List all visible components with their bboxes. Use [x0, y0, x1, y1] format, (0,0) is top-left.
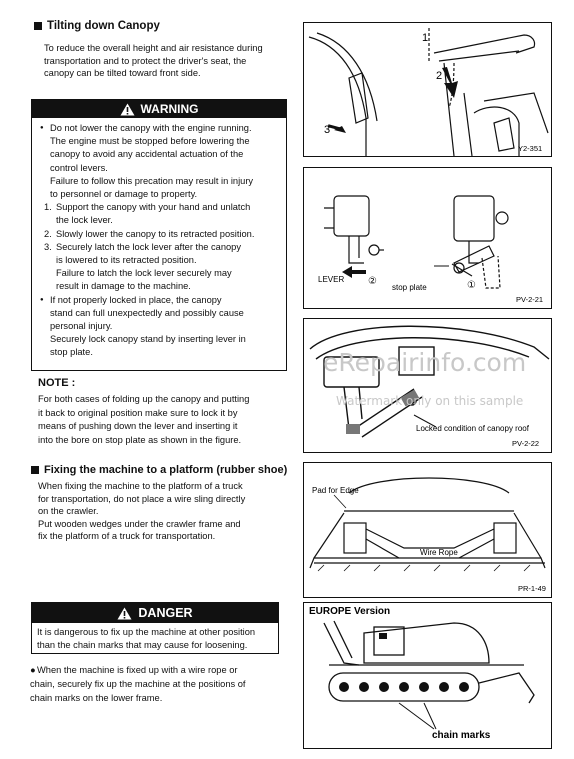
fixing-line: on the crawler. [38, 506, 99, 516]
figure-locked-canopy [303, 318, 552, 453]
fixing-line: fix the platform of a truck for transportation. [38, 531, 216, 541]
chain-line-first [30, 663, 280, 677]
warning-line [40, 122, 278, 135]
danger-banner [32, 603, 278, 623]
warning-line-text: Securely lock canopy stand by inserting lever in [50, 334, 246, 345]
stop-plate-label: stop plate [392, 283, 427, 292]
warning-line-text: control levers. [50, 162, 108, 173]
chain-marks-drawing [304, 603, 551, 748]
circle-2-label: ② [368, 276, 377, 287]
warning-line-text: canopy to avoid any accidental actuation of the [50, 149, 244, 160]
note-line: For both cases of folding up the canopy and putting [38, 394, 250, 404]
warning-line [40, 280, 278, 293]
figure-code: PR-1-49 [518, 584, 546, 593]
pad-label: Pad for Edge [312, 486, 359, 495]
lever-stop-plate-drawing [304, 168, 551, 308]
warning-line-text: to personnel or damage to property. [50, 189, 198, 200]
chain-line: chain marks on the lower frame. [30, 693, 163, 703]
step-number: 3. [44, 241, 52, 252]
figure-code: PV-2-22 [512, 439, 540, 448]
intro-line: To reduce the overall height and air resistance during [44, 43, 263, 53]
square-bullet-icon [34, 22, 42, 30]
warning-line-text: stand can full unexpectedly and possibly cause [50, 307, 244, 318]
locked-canopy-drawing [304, 319, 551, 452]
platform-drawing [304, 463, 551, 597]
warning-title: WARNING [140, 102, 199, 116]
intro-line: canopy can be tilted toward front side. [44, 68, 201, 79]
warning-line-text: stop plate. [50, 347, 93, 358]
warning-line-text: If not properly locked in place, the canopy [50, 294, 222, 305]
warning-line [40, 254, 278, 267]
bullet-icon: ● [30, 665, 36, 675]
bullet-icon: ● [40, 125, 44, 131]
chain-line: When the machine is fixed up with a wire rope or [37, 665, 238, 675]
danger-line: It is dangerous to fix up the machine at other position [37, 627, 256, 637]
fixing-line: When fixing the machine to the platform of a truck [38, 481, 243, 491]
circle-1-label: ① [467, 280, 476, 291]
note-line: means of pushing down the lever and inserting it [38, 421, 238, 431]
danger-body [32, 623, 278, 655]
warning-line-text: Failure to follow this precation may result in injury [50, 175, 254, 186]
square-bullet-icon [31, 466, 39, 474]
warning-line [40, 320, 278, 333]
section-heading-text: Fixing the machine to a platform (rubber shoe) [44, 464, 288, 476]
note-title: NOTE : [38, 377, 76, 389]
lever-label: LEVER [318, 275, 345, 284]
bullet-icon: ● [40, 296, 44, 303]
chain-marks-label: chain marks [432, 730, 491, 741]
figure-canopy-tilt [303, 22, 552, 157]
note-line: it back to original position make sure to lock it by [38, 407, 238, 418]
warning-line-text: personal injury. [50, 321, 113, 332]
warning-line [40, 241, 278, 254]
warning-line [40, 148, 278, 161]
section-heading-tilting [34, 20, 160, 32]
fixing-line: for transportation, do not place a wire sling directly [38, 493, 246, 504]
locked-caption: Locked condition of canopy roof [416, 424, 529, 433]
chain-paragraph [30, 663, 280, 705]
warning-line-text: The engine must be stopped before lowering the [50, 136, 250, 147]
danger-line: than the chain marks that may cause for loosening. [37, 640, 248, 650]
warning-line [40, 214, 278, 227]
warning-line [40, 333, 278, 346]
note-paragraph [38, 393, 280, 447]
warning-line [40, 346, 278, 359]
warning-line-text: result in damage to the machine. [56, 281, 191, 292]
fixing-paragraph [38, 480, 285, 543]
danger-title: DANGER [138, 606, 193, 620]
wire-rope-label: Wire Rope [420, 548, 458, 557]
figure-lever-stop-plate [303, 167, 552, 309]
fixing-line: Put wooden wedges under the crawler frame and [38, 518, 241, 529]
warning-line [40, 188, 278, 201]
warning-line [40, 228, 278, 241]
warning-line [40, 201, 278, 214]
figure-code: Y2-351 [518, 144, 543, 153]
warning-line [40, 307, 278, 320]
warning-body [32, 118, 286, 364]
warning-line-text: Slowly lower the canopy to its retracted position. [56, 228, 255, 239]
step-1-label: 1 [422, 32, 429, 44]
warning-box [31, 99, 287, 371]
figure-chain-marks [303, 602, 552, 749]
warning-line [40, 135, 278, 148]
section-heading-fixing [31, 464, 287, 476]
step-number: 2. [44, 228, 52, 239]
warning-line [40, 175, 278, 188]
step-number: 1. [44, 202, 52, 213]
watermark-sub: Watermark only on this sample [336, 394, 524, 408]
warning-line-text: the lock lever. [56, 215, 113, 226]
canopy-tilt-drawing [304, 23, 551, 156]
warning-line [40, 162, 278, 175]
step-3-label: 3 [324, 124, 331, 136]
warning-line-text: Support the canopy with your hand and unlatch [56, 202, 251, 213]
warning-triangle-icon [120, 103, 135, 116]
step-2-label: 2 [436, 70, 443, 82]
intro-line: transportation and to protect the driver's seat, the [44, 55, 247, 66]
section-heading-text: Tilting down Canopy [47, 20, 160, 32]
note-line: into the bore on stop plate as shown in the figure. [38, 434, 242, 445]
watermark-main: eRepairinfo.com [323, 348, 527, 377]
warning-triangle-icon [117, 607, 132, 620]
figure-code: PV-2-21 [516, 295, 544, 304]
intro-paragraph [44, 42, 286, 80]
warning-line-text: Failure to latch the lock lever securely may [56, 268, 232, 279]
version-label: EUROPE Version [309, 606, 391, 617]
danger-box [31, 602, 279, 654]
warning-banner [32, 100, 286, 118]
chain-line: chain, securely fix up the machine at the positions of [30, 679, 246, 689]
warning-line-text: is lowered to its retracted position. [56, 255, 197, 266]
warning-line-text: Securely latch the lock lever after the canopy [56, 241, 242, 252]
warning-line-text: Do not lower the canopy with the engine running. [50, 123, 252, 133]
figure-platform-wire-rope [303, 462, 552, 598]
warning-line [40, 267, 278, 280]
warning-line [40, 294, 278, 307]
